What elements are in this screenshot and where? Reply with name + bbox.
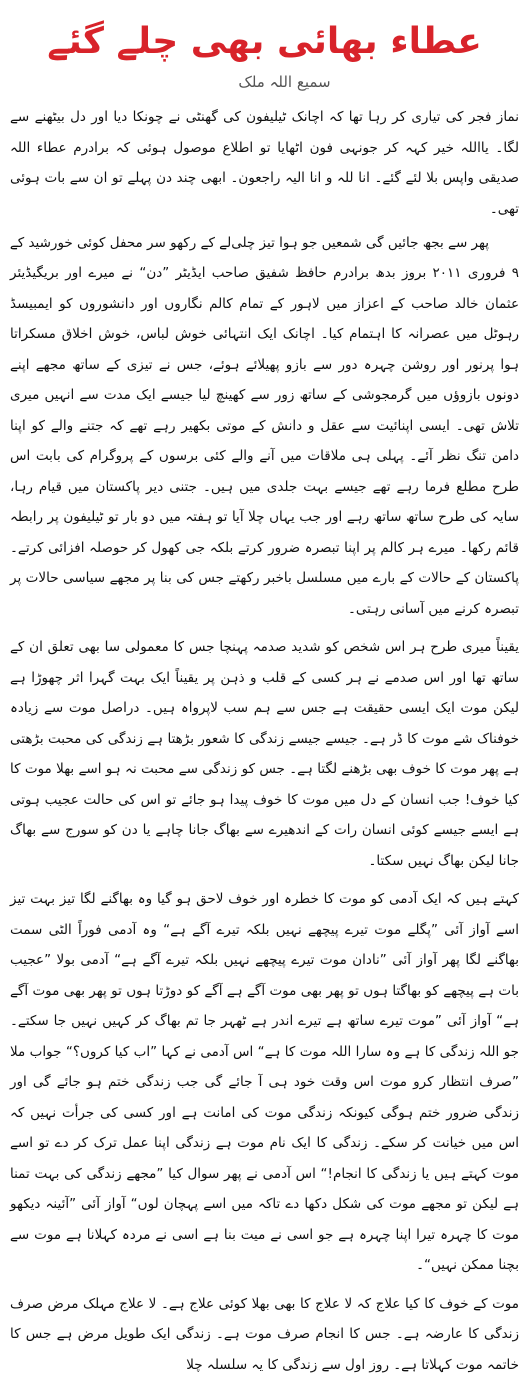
paragraph-parable: کہتے ہیں کہ ایک آدمی کو موت کا خطرہ اور خوف لاحق ہو گیا وہ بھاگنے لگا تیز بہت تیز اسے آواز آئی ”پگلے موت تیرے پیچھے نہیں بلکہ تیرے آگے ہے“ وہ آدمی فوراً الٹی سمت بھاگنے لگا پھر آواز آئی ”نادان موت تیرے پیچھے نہیں بلکہ تیرے آگے ہے“ آدمی بولا ”عجیب بات ہے پیچھے کو بھاگتا ہوں تو پھر بھی موت آگے ہے آگے کو دوڑتا ہوں تو پھر بھی موت آگے ہے“ آواز آئی ”موت تیرے ساتھ ہے تیرے اندر ہے ٹھہر جا تم بھاگ کر کہیں نہیں جا سکتے۔ جو اللہ زندگی کا ہے وہ سارا اللہ موت کا ہے“ اس آدمی نے کہا ”اب کیا کروں؟“ جواب ملا ”صرف انتظار کرو موت اس وقت خود ہی آ جائے گی جب زندگی ختم ہو جائے گی اور زندگی ضرور ختم ہوگی کیونکہ زندگی موت کی امانت ہے اور کسی کی جرأت نہیں کہ اس میں خیانت کر سکے۔ زندگی کا ایک نام موت ہے زندگی اپنا عمل ترک کر دے تو اسے موت کہتے ہیں یا زندگی کا انجام!“ اس آدمی نے پھر سوال کیا ”مجھے زندگی کی بہت تمنا ہے لیکن تو مجھے موت کی شکل دکھا دے تاکہ میں اسے پہچان لوں“ آواز آئی ”آئینہ دیکھو موت کا چہرہ تیرا اپنا چہرہ ہے جو اسی نے میت بنا ہے اسی نے مردہ کہلانا ہے موت سے بچنا ممکن نہیں“۔ [10, 884, 519, 1281]
verse-line-first: پھر سے بجھ جائیں گی شمعیں جو ہوا تیز چلی [231, 228, 489, 258]
paragraph-meeting: ۹ فروری ۲۰۱۱ بروز بدھ برادرم حافظ شفیق صاحب ایڈیٹر ”دن“ نے میرے اور بریگیڈیئر عثمان خالد صاحب کے اعزاز میں لاہور کے تمام کالم نگاروں اور دانشوروں کو ایمبیسڈ رہوٹل میں عصرانہ کا اہتمام کیا۔ اچانک ایک انتہائی خوش لباس، خوش اخلاق مسکراتا ہوا پرنور اور روشن چہرہ دور سے بازو پھیلائے ہوئے، جس نے تیزی کے ساتھ مجھے اپنے دونوں بازوؤں میں گرمجوشی کے ساتھ زور سے کھینچ لیا جیسے ایک مدت سے انہیں میری تلاش تھی۔ ایسی اپنائیت سے عقل و دانش کے موتی بکھیر رہے تھے کہ جتنے والے کو اپنا دامن تنگ نظر آئے۔ پہلی ہی ملاقات میں آنے والے کئی برسوں کے پروگرام کی بابت اس طرح مطلع فرما رہے تھے جیسے بہت جلدی میں ہیں۔ جتنی دیر پاکستان میں قیام رہا، سایہ کی طرح ساتھ ساتھ رہے اور جب یہاں چلا آیا تو ہفتہ میں دو بار تو ٹیلیفون پر رابطہ قائم رکھا۔ میرے ہر کالم پر اپنا تبصرہ ضرور کرتے بلکہ جی کھول کر حوصلہ افزائی کرتے۔ پاکستان کے حالات کے بارے میں مسلسل باخبر رکھتے جس کی بنا پر مجھے سیاسی حالات پر تبصرہ کرنے میں آسانی رہتی۔ [10, 258, 519, 624]
verse-line-second: لے کے رکھو سر محفل کوئی خورشید کے [10, 228, 231, 258]
paragraph-opening: نماز فجر کی تیاری کر رہا تھا کہ اچانک ٹیلیفون کی گھنٹی نے چونکا دیا اور دل بیٹھنے سے لگا۔ یااللہ خیر کہہ کر جونہی فون اٹھایا تو اطلاع موصول ہوئی کہ برادرم عطاء اللہ صدیقی واپس بلا لئے گئے۔ انا للہ و انا الیہ راجعون۔ ابھی چند دن پہلے تو ان سے بات ہوئی تھی۔ [10, 102, 519, 224]
author-byline: سمیع اللہ ملک [50, 72, 519, 92]
paragraph-death-reflection: یقیناً میری طرح ہر اس شخص کو شدید صدمہ پہنچا جس کا معمولی سا بھی تعلق ان کے ساتھ تھا اور اس صدمے نے ہر کسی کے قلب و ذہن پر یقیناً ایک بہت گہرا اثر چھوڑا ہے لیکن موت ایک ایسی حقیقت ہے جس سے ہم سب لاپرواہ ہیں۔ دراصل موت سے زیادہ خوفناک شے موت کا ڈر ہے۔ جیسے جیسے زندگی کا شعور بڑھتا ہے زندگی کی محبت بڑھتی ہے پھر موت کا خوف بھی بڑھنے لگتا ہے۔ جس کو زندگی سے محبت نہ ہو اسے بھلا موت کا کیا خوف! جب انسان کے دل میں موت کا خوف پیدا ہو جائے تو اس کی حالت عجیب ہوتی ہے ایسے جیسے کوئی انسان رات کے اندھیرے سے بھاگ جانا چاہے یا دن کو سورج سے بھاگ جانا لیکن بھاگ نہیں سکتا۔ [10, 632, 519, 876]
article-headline: عطاء بھائی بھی چلے گئے [10, 18, 519, 66]
paragraph-closing: موت کے خوف کا کیا علاج کہ لا علاج کا بھی بھلا کوئی علاج ہے۔ لا علاج مہلک مرض صرف زندگی کا عارضہ ہے۔ جس کا انجام صرف موت ہے۔ زندگی ایک طویل مرض ہے جس کا خاتمہ موت کہلاتا ہے۔ روز اول سے زندگی کا یہ سلسلہ چلا [10, 1289, 519, 1380]
poetry-verse [70, 228, 489, 258]
